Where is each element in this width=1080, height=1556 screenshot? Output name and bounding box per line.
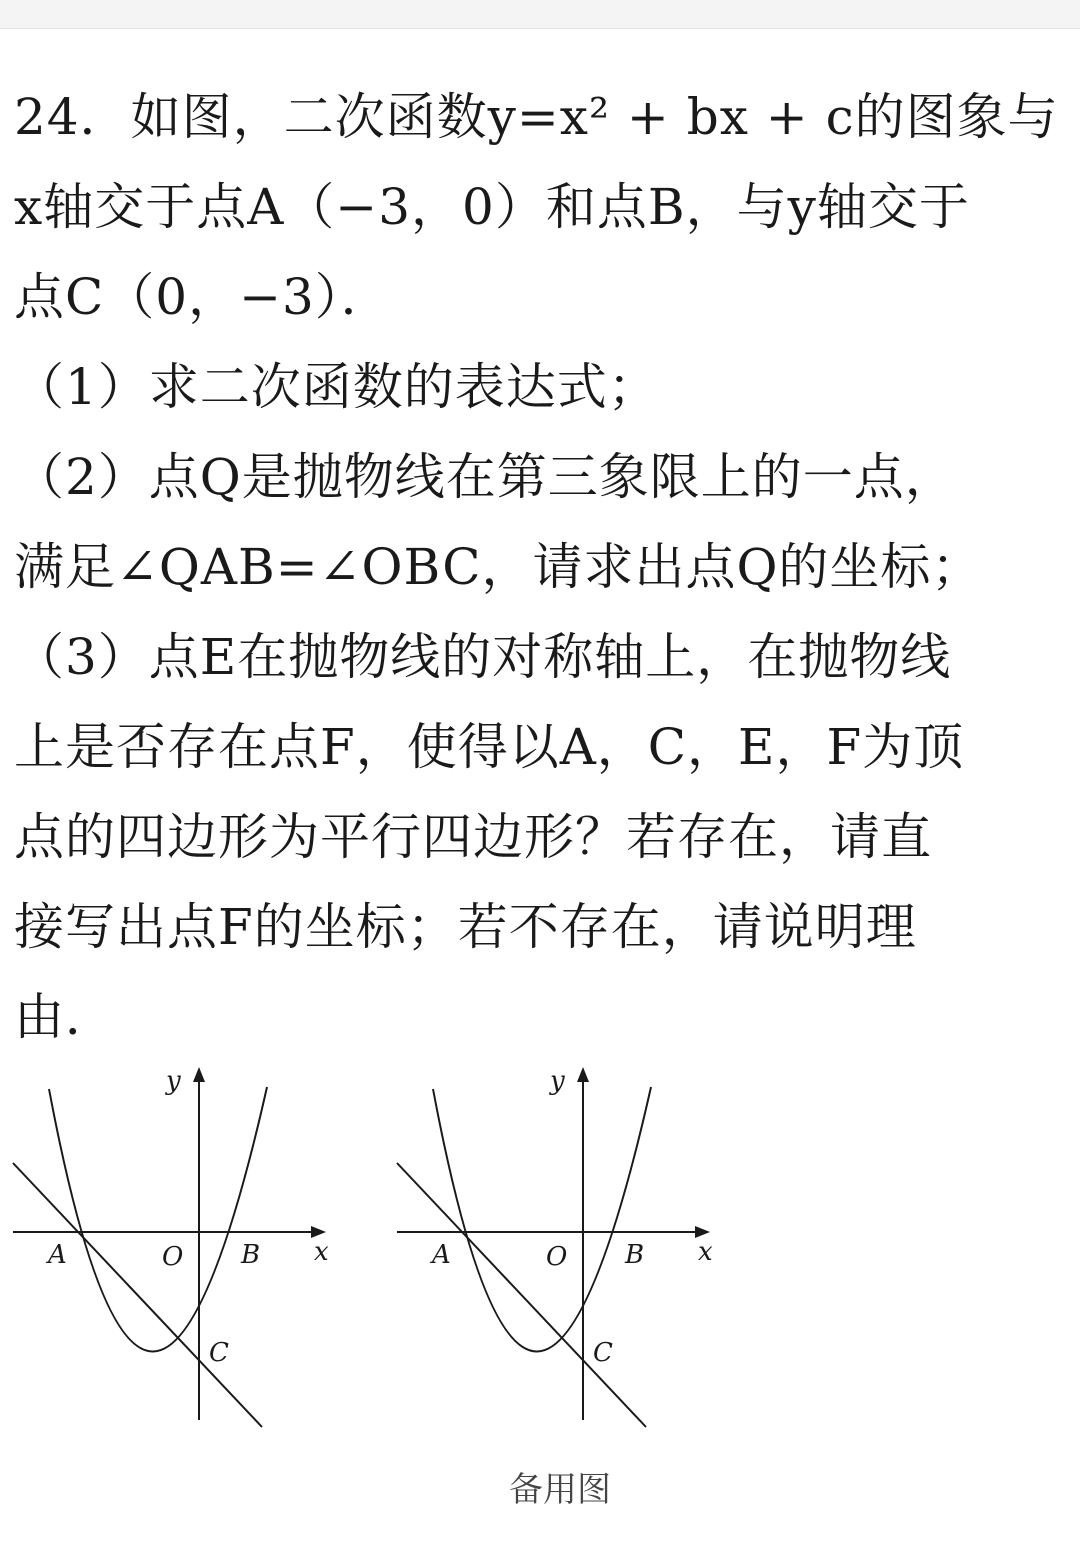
problem-line-9: 点的四边形为平行四边形？若存在，请直	[14, 808, 932, 866]
problem-line-5: （2）点Q是抛物线在第三象限上的一点，	[14, 448, 956, 506]
problem-line-8: 上是否存在点F，使得以A，C，E，F为顶	[14, 718, 965, 776]
point-c-label: C	[593, 1338, 613, 1368]
problem-text	[14, 72, 1070, 1062]
figure-main	[8, 1055, 338, 1435]
y-axis-label: y	[550, 1066, 565, 1096]
top-bar	[0, 0, 1080, 29]
parabola-curve	[433, 1087, 651, 1352]
figures	[0, 1055, 1080, 1435]
parabola-curve	[49, 1087, 267, 1352]
x-axis-label: x	[314, 1237, 329, 1267]
problem-line-4: （1）求二次函数的表达式；	[14, 358, 659, 416]
point-a-label: A	[432, 1240, 451, 1270]
problem-line-2: x轴交于点A（−3，0）和点B，与y轴交于	[14, 178, 970, 236]
origin-label: O	[162, 1242, 184, 1272]
problem-line-7: （3）点E在抛物线的对称轴上，在抛物线	[14, 628, 952, 686]
line-ac	[397, 1163, 646, 1427]
x-axis-label: x	[698, 1237, 713, 1267]
problem-line-1: 24．如图，二次函数y=x² + bx + c的图象与	[14, 88, 1059, 146]
y-axis-label: y	[166, 1066, 181, 1096]
point-a-label: A	[48, 1240, 67, 1270]
point-b-label: B	[241, 1240, 261, 1270]
line-ac	[13, 1163, 262, 1427]
figure-caption: 备用图	[509, 1470, 611, 1510]
point-c-label: C	[209, 1338, 229, 1368]
point-b-label: B	[625, 1240, 645, 1270]
problem-line-10: 接写出点F的坐标；若不存在，请说明理	[14, 898, 917, 956]
problem-line-6: 满足∠QAB=∠OBC，请求出点Q的坐标；	[14, 538, 983, 596]
parabola-diagram	[8, 1055, 338, 1435]
problem-line-3: 点C（0，−3）．	[14, 268, 392, 326]
y-axis-arrow	[193, 1067, 205, 1082]
y-axis-arrow	[577, 1067, 589, 1082]
origin-label: O	[546, 1242, 568, 1272]
parabola-diagram-backup	[392, 1055, 722, 1435]
figure-backup	[392, 1055, 722, 1435]
problem-line-11: 由．	[14, 988, 116, 1046]
